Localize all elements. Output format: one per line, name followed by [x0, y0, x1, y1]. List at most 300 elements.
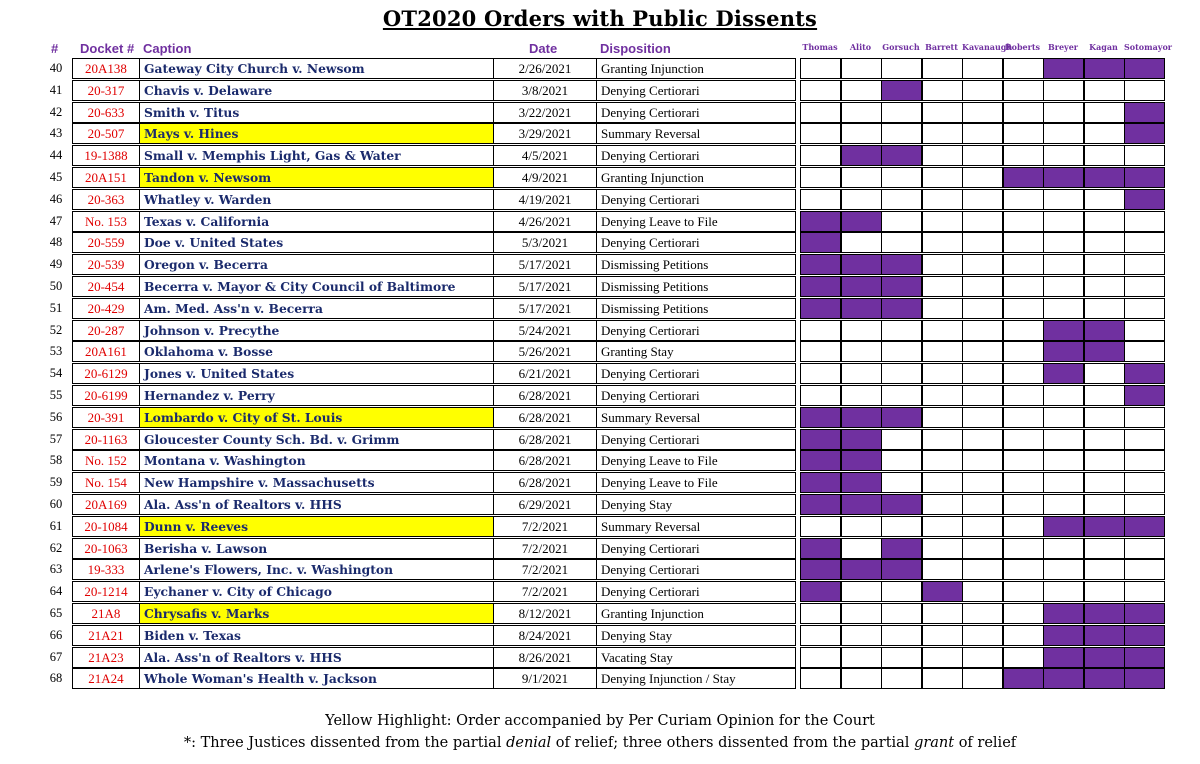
dissent-cell-roberts: [1003, 538, 1044, 559]
dissent-cell-barrett: [922, 450, 963, 471]
dissent-cell-gorsuch: [881, 80, 922, 101]
caption-cell: Whole Woman's Health v. Jackson: [139, 668, 494, 689]
disposition-cell: Summary Reversal: [596, 123, 796, 144]
docket-cell: 20-6199: [72, 385, 140, 406]
dissent-cell-alito: [841, 254, 882, 275]
dissent-cell-kagan: [1084, 559, 1125, 580]
disposition-cell: Denying Certiorari: [596, 538, 796, 559]
date-cell: 6/21/2021: [493, 363, 597, 384]
dissent-cell-thomas: [800, 189, 841, 210]
dissent-cell-breyer: [1043, 232, 1084, 253]
dissent-cell-sotomayor: [1124, 429, 1165, 450]
table-row: [0, 407, 1200, 429]
dissent-cell-breyer: [1043, 80, 1084, 101]
dissent-cell-sotomayor: [1124, 363, 1165, 384]
dissent-cell-roberts: [1003, 625, 1044, 646]
docket-cell: 20-429: [72, 298, 140, 319]
table-row: [0, 538, 1200, 560]
dissent-cell-gorsuch: [881, 647, 922, 668]
disposition-cell: Denying Certiorari: [596, 559, 796, 580]
date-cell: 6/29/2021: [493, 494, 597, 515]
dissent-cell-alito: [841, 472, 882, 493]
dissent-cell-thomas: [800, 407, 841, 428]
dissent-cell-kavanaugh: [962, 647, 1003, 668]
date-cell: 5/17/2021: [493, 276, 597, 297]
dissent-cell-gorsuch: [881, 668, 922, 689]
date-cell: 5/24/2021: [493, 320, 597, 341]
dissent-cell-sotomayor: [1124, 189, 1165, 210]
disposition-cell: Vacating Stay: [596, 647, 796, 668]
disposition-cell: Denying Stay: [596, 494, 796, 515]
dissent-cell-kagan: [1084, 298, 1125, 319]
date-cell: 6/28/2021: [493, 429, 597, 450]
dissent-cell-barrett: [922, 407, 963, 428]
caption-cell: Oklahoma v. Bosse: [139, 341, 494, 362]
table-row: [0, 58, 1200, 80]
dissent-cell-kagan: [1084, 102, 1125, 123]
dissent-cell-kagan: [1084, 516, 1125, 537]
dissent-cell-sotomayor: [1124, 450, 1165, 471]
row-number: 57: [49, 431, 63, 446]
disposition-cell: Granting Injunction: [596, 58, 796, 79]
dissent-cell-thomas: [800, 603, 841, 624]
dissent-cell-alito: [841, 494, 882, 515]
dissent-cell-thomas: [800, 167, 841, 188]
date-cell: 4/26/2021: [493, 211, 597, 232]
disposition-cell: Denying Certiorari: [596, 102, 796, 123]
dissent-cell-breyer: [1043, 211, 1084, 232]
dissent-cell-kagan: [1084, 603, 1125, 624]
caption-cell: Gateway City Church v. Newsom: [139, 58, 494, 79]
dissent-cell-kagan: [1084, 581, 1125, 602]
docket-cell: No. 152: [72, 450, 140, 471]
dissent-cell-sotomayor: [1124, 276, 1165, 297]
disposition-cell: Granting Injunction: [596, 603, 796, 624]
dissent-cell-gorsuch: [881, 145, 922, 166]
dissent-cell-sotomayor: [1124, 559, 1165, 580]
dissent-cell-roberts: [1003, 298, 1044, 319]
caption-cell: Gloucester County Sch. Bd. v. Grimm: [139, 429, 494, 450]
dissent-cell-thomas: [800, 494, 841, 515]
dissent-cell-alito: [841, 80, 882, 101]
dissent-cell-kagan: [1084, 385, 1125, 406]
dissent-cell-kagan: [1084, 254, 1125, 275]
dissent-cell-alito: [841, 145, 882, 166]
table-row: [0, 254, 1200, 276]
date-cell: 3/29/2021: [493, 123, 597, 144]
dissent-cell-alito: [841, 385, 882, 406]
dissent-cell-barrett: [922, 625, 963, 646]
dissent-cell-kagan: [1084, 189, 1125, 210]
dissent-cell-kagan: [1084, 341, 1125, 362]
dissent-cell-gorsuch: [881, 516, 922, 537]
dissent-cell-kavanaugh: [962, 450, 1003, 471]
row-number: 51: [49, 300, 63, 315]
row-number: 65: [49, 606, 63, 620]
dissent-cell-thomas: [800, 254, 841, 275]
row-number: 42: [49, 104, 63, 119]
dissent-cell-kavanaugh: [962, 668, 1003, 689]
row-number: 64: [49, 584, 63, 599]
dissent-cell-barrett: [922, 385, 963, 406]
header-caption: Caption: [143, 41, 192, 56]
caption-cell: Tandon v. Newsom: [139, 167, 494, 188]
row-number: 54: [49, 366, 63, 381]
dissent-cell-breyer: [1043, 298, 1084, 319]
dissent-cell-breyer: [1043, 102, 1084, 123]
dissent-cell-barrett: [922, 232, 963, 253]
dissent-cell-breyer: [1043, 385, 1084, 406]
dissent-cell-kavanaugh: [962, 385, 1003, 406]
disposition-cell: Denying Certiorari: [596, 189, 796, 210]
dissent-cell-kagan: [1084, 472, 1125, 493]
dissent-cell-breyer: [1043, 123, 1084, 144]
dissent-cell-barrett: [922, 429, 963, 450]
dissent-cell-gorsuch: [881, 211, 922, 232]
dissent-cell-sotomayor: [1124, 538, 1165, 559]
row-number: 56: [49, 409, 63, 424]
dissent-cell-breyer: [1043, 254, 1084, 275]
dissent-cell-roberts: [1003, 647, 1044, 668]
dissent-cell-barrett: [922, 516, 963, 537]
dissent-cell-gorsuch: [881, 538, 922, 559]
docket-cell: 20-1163: [72, 429, 140, 450]
row-number: 43: [49, 126, 63, 141]
dissent-cell-alito: [841, 320, 882, 341]
dissent-cell-alito: [841, 668, 882, 689]
date-cell: 2/26/2021: [493, 58, 597, 79]
caption-cell: Ala. Ass'n of Realtors v. HHS: [139, 647, 494, 668]
footnote: [0, 735, 1200, 751]
docket-cell: 20-539: [72, 254, 140, 275]
docket-cell: 21A24: [72, 668, 140, 689]
dissent-cell-roberts: [1003, 80, 1044, 101]
dissent-cell-sotomayor: [1124, 516, 1165, 537]
disposition-cell: Granting Injunction: [596, 167, 796, 188]
row-number: 52: [49, 322, 63, 337]
dissent-cell-kagan: [1084, 407, 1125, 428]
dissent-cell-sotomayor: [1124, 341, 1165, 362]
dissent-cell-gorsuch: [881, 276, 922, 297]
dissent-cell-roberts: [1003, 276, 1044, 297]
justice-header-kagan: Kagan: [1089, 42, 1118, 52]
dissent-cell-kavanaugh: [962, 167, 1003, 188]
dissent-cell-alito: [841, 450, 882, 471]
dissent-cell-alito: [841, 102, 882, 123]
dissent-cell-breyer: [1043, 516, 1084, 537]
docket-cell: 20-287: [72, 320, 140, 341]
dissent-cell-sotomayor: [1124, 102, 1165, 123]
dissent-cell-alito: [841, 429, 882, 450]
dissent-cell-kavanaugh: [962, 276, 1003, 297]
dissent-cell-kagan: [1084, 450, 1125, 471]
disposition-cell: Denying Certiorari: [596, 581, 796, 602]
date-cell: 4/5/2021: [493, 145, 597, 166]
disposition-cell: Denying Certiorari: [596, 385, 796, 406]
footnote-denial: denial: [506, 735, 552, 751]
dissent-cell-roberts: [1003, 341, 1044, 362]
table-row: [0, 320, 1200, 342]
caption-cell: Oregon v. Becerra: [139, 254, 494, 275]
table-row: [0, 363, 1200, 385]
dissent-cell-barrett: [922, 80, 963, 101]
table-row: [0, 429, 1200, 451]
table-row: [0, 516, 1200, 538]
row-number: 62: [49, 540, 63, 555]
dissent-cell-barrett: [922, 647, 963, 668]
date-cell: 5/17/2021: [493, 254, 597, 275]
dissent-cell-kavanaugh: [962, 538, 1003, 559]
dissent-cell-barrett: [922, 298, 963, 319]
row-number: 66: [49, 627, 63, 642]
dissent-cell-kagan: [1084, 363, 1125, 384]
dissent-cell-alito: [841, 123, 882, 144]
dissent-cell-gorsuch: [881, 102, 922, 123]
row-number: 50: [49, 279, 63, 293]
dissent-cell-kagan: [1084, 647, 1125, 668]
date-cell: 6/28/2021: [493, 472, 597, 493]
dissent-cell-alito: [841, 167, 882, 188]
dissent-cell-gorsuch: [881, 254, 922, 275]
dissent-cell-barrett: [922, 276, 963, 297]
dissent-cell-thomas: [800, 450, 841, 471]
disposition-cell: Dismissing Petitions: [596, 254, 796, 275]
table-row: [0, 298, 1200, 320]
date-cell: 7/2/2021: [493, 581, 597, 602]
dissent-cell-gorsuch: [881, 189, 922, 210]
dissent-cell-gorsuch: [881, 429, 922, 450]
caption-cell: Mays v. Hines: [139, 123, 494, 144]
dissent-cell-roberts: [1003, 320, 1044, 341]
caption-cell: Jones v. United States: [139, 363, 494, 384]
table-row: [0, 581, 1200, 603]
dissent-cell-kagan: [1084, 494, 1125, 515]
dissent-cell-roberts: [1003, 450, 1044, 471]
row-number: 41: [49, 82, 63, 97]
header-num: #: [51, 41, 59, 56]
row-number: 47: [49, 213, 63, 228]
row-number: 67: [49, 649, 63, 664]
dissent-cell-alito: [841, 516, 882, 537]
disposition-cell: Denying Certiorari: [596, 429, 796, 450]
dissent-cell-sotomayor: [1124, 58, 1165, 79]
dissent-cell-breyer: [1043, 429, 1084, 450]
table-row: [0, 603, 1200, 625]
dissent-cell-kavanaugh: [962, 232, 1003, 253]
docket-cell: 21A21: [72, 625, 140, 646]
table-row: [0, 385, 1200, 407]
table-row: [0, 450, 1200, 472]
dissent-cell-thomas: [800, 472, 841, 493]
dissent-cell-alito: [841, 58, 882, 79]
dissent-cell-gorsuch: [881, 559, 922, 580]
docket-cell: 21A8: [72, 603, 140, 624]
caption-cell: Biden v. Texas: [139, 625, 494, 646]
caption-cell: Smith v. Titus: [139, 102, 494, 123]
docket-cell: 20-454: [72, 276, 140, 297]
dissent-cell-kavanaugh: [962, 559, 1003, 580]
dissent-cell-roberts: [1003, 581, 1044, 602]
row-number: 49: [49, 257, 63, 272]
dissent-cell-gorsuch: [881, 450, 922, 471]
caption-cell: Hernandez v. Perry: [139, 385, 494, 406]
dissent-cell-breyer: [1043, 625, 1084, 646]
dissent-cell-thomas: [800, 80, 841, 101]
dissent-cell-gorsuch: [881, 603, 922, 624]
dissent-cell-gorsuch: [881, 167, 922, 188]
date-cell: 8/26/2021: [493, 647, 597, 668]
caption-cell: Texas v. California: [139, 211, 494, 232]
caption-cell: Chavis v. Delaware: [139, 80, 494, 101]
date-cell: 5/3/2021: [493, 232, 597, 253]
date-cell: 9/1/2021: [493, 668, 597, 689]
row-number: 59: [49, 475, 63, 490]
dissent-cell-kavanaugh: [962, 429, 1003, 450]
legend-note: Yellow Highlight: Order accompanied by Per Curiam Opinion for the Court: [325, 713, 875, 729]
dissent-cell-alito: [841, 276, 882, 297]
caption-cell: Small v. Memphis Light, Gas & Water: [139, 145, 494, 166]
dissent-cell-kavanaugh: [962, 298, 1003, 319]
dissent-cell-sotomayor: [1124, 123, 1165, 144]
dissent-cell-sotomayor: [1124, 603, 1165, 624]
dissent-cell-gorsuch: [881, 298, 922, 319]
dissent-cell-thomas: [800, 429, 841, 450]
dissent-cell-thomas: [800, 320, 841, 341]
dissent-cell-sotomayor: [1124, 80, 1165, 101]
dissent-cell-kavanaugh: [962, 341, 1003, 362]
dissent-cell-kavanaugh: [962, 407, 1003, 428]
dissent-cell-kagan: [1084, 123, 1125, 144]
dissent-cell-kagan: [1084, 58, 1125, 79]
row-number: 46: [49, 191, 63, 206]
dissent-cell-sotomayor: [1124, 407, 1165, 428]
justice-header-alito: Alito: [849, 42, 872, 52]
table-row: [0, 276, 1200, 298]
page-title: OT2020 Orders with Public Dissents: [382, 6, 818, 31]
caption-cell: Eychaner v. City of Chicago: [139, 581, 494, 602]
dissent-cell-barrett: [922, 341, 963, 362]
dissent-cell-sotomayor: [1124, 167, 1165, 188]
dissent-cell-kagan: [1084, 668, 1125, 689]
docket-cell: 20-317: [72, 80, 140, 101]
dissent-cell-gorsuch: [881, 385, 922, 406]
dissent-cell-thomas: [800, 232, 841, 253]
dissent-cell-breyer: [1043, 472, 1084, 493]
dissent-cell-barrett: [922, 123, 963, 144]
docket-cell: 20-507: [72, 123, 140, 144]
dissent-cell-alito: [841, 211, 882, 232]
dissent-cell-roberts: [1003, 102, 1044, 123]
dissent-cell-sotomayor: [1124, 625, 1165, 646]
dissent-cell-gorsuch: [881, 320, 922, 341]
dissent-cell-roberts: [1003, 494, 1044, 515]
caption-cell: Whatley v. Warden: [139, 189, 494, 210]
dissent-cell-thomas: [800, 102, 841, 123]
dissent-cell-barrett: [922, 167, 963, 188]
dissent-cell-barrett: [922, 538, 963, 559]
header-docket: Docket #: [80, 41, 135, 56]
table-row: [0, 232, 1200, 254]
dissent-cell-alito: [841, 559, 882, 580]
dissent-cell-kavanaugh: [962, 603, 1003, 624]
dissent-cell-barrett: [922, 102, 963, 123]
dissent-cell-kavanaugh: [962, 581, 1003, 602]
table-row: [0, 625, 1200, 647]
row-number: 60: [49, 497, 63, 511]
caption-cell: Becerra v. Mayor & City Council of Baltimore: [139, 276, 494, 297]
dissent-cell-alito: [841, 407, 882, 428]
table-row: [0, 559, 1200, 581]
justice-header-roberts: Roberts: [1004, 42, 1041, 52]
dissent-cell-alito: [841, 581, 882, 602]
dissent-cell-gorsuch: [881, 58, 922, 79]
header-date: Date: [529, 41, 558, 56]
dissent-cell-roberts: [1003, 58, 1044, 79]
date-cell: 3/22/2021: [493, 102, 597, 123]
dissent-cell-thomas: [800, 298, 841, 319]
dissent-cell-alito: [841, 363, 882, 384]
row-number: 63: [49, 562, 63, 577]
justice-header-breyer: Breyer: [1047, 42, 1079, 52]
dissent-cell-barrett: [922, 189, 963, 210]
row-number: 44: [49, 148, 63, 163]
docket-cell: 20-633: [72, 102, 140, 123]
dissent-cell-breyer: [1043, 603, 1084, 624]
dissent-cell-barrett: [922, 494, 963, 515]
dissent-cell-kavanaugh: [962, 102, 1003, 123]
dissent-cell-gorsuch: [881, 407, 922, 428]
table-row: [0, 189, 1200, 211]
dissent-cell-barrett: [922, 145, 963, 166]
caption-cell: Ala. Ass'n of Realtors v. HHS: [139, 494, 494, 515]
table-row: [0, 102, 1200, 124]
row-number: 48: [49, 235, 63, 250]
caption-cell: Chrysafis v. Marks: [139, 603, 494, 624]
table-row: [0, 341, 1200, 363]
dissent-cell-roberts: [1003, 603, 1044, 624]
dissent-cell-kavanaugh: [962, 189, 1003, 210]
docket-cell: 20A161: [72, 341, 140, 362]
docket-cell: No. 153: [72, 211, 140, 232]
footnote-part: *: Three Justices dissented from the partial: [183, 735, 507, 751]
date-cell: 7/2/2021: [493, 538, 597, 559]
disposition-cell: Denying Stay: [596, 625, 796, 646]
dissent-cell-alito: [841, 189, 882, 210]
dissent-cell-thomas: [800, 58, 841, 79]
disposition-cell: Denying Certiorari: [596, 363, 796, 384]
dissent-cell-thomas: [800, 276, 841, 297]
row-number: 61: [49, 518, 63, 533]
caption-cell: Montana v. Washington: [139, 450, 494, 471]
footnote-part: of relief: [954, 735, 1017, 751]
docket-cell: 21A23: [72, 647, 140, 668]
dissent-cell-sotomayor: [1124, 320, 1165, 341]
dissent-cell-gorsuch: [881, 581, 922, 602]
docket-cell: 20-363: [72, 189, 140, 210]
dissent-cell-roberts: [1003, 167, 1044, 188]
row-number: 68: [49, 671, 63, 686]
dissent-cell-sotomayor: [1124, 145, 1165, 166]
date-cell: 4/9/2021: [493, 167, 597, 188]
table-row: [0, 647, 1200, 669]
disposition-cell: Denying Certiorari: [596, 232, 796, 253]
dissent-cell-thomas: [800, 538, 841, 559]
dissent-cell-kagan: [1084, 211, 1125, 232]
dissent-cell-thomas: [800, 647, 841, 668]
dissent-cell-sotomayor: [1124, 668, 1165, 689]
table-row: [0, 80, 1200, 102]
dissent-cell-kagan: [1084, 429, 1125, 450]
